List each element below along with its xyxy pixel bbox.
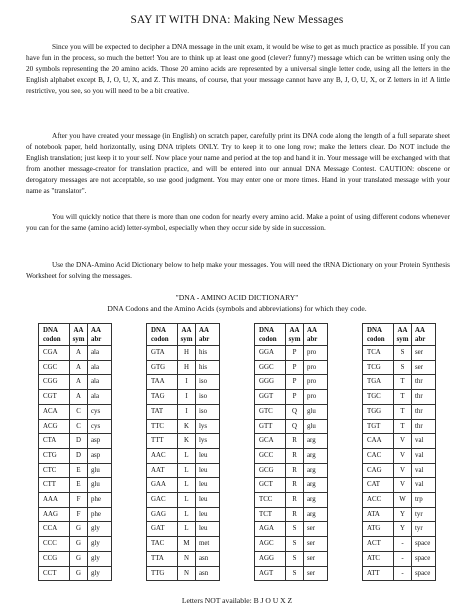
dna-codon-cell: CAT — [363, 478, 394, 493]
dna-codon-cell: GGG — [255, 375, 286, 390]
dna-codon-cell: ACC — [363, 493, 394, 508]
dna-codon-cell: AAC — [147, 448, 178, 463]
aa-sym-cell: H — [178, 360, 196, 375]
table-row — [363, 522, 436, 537]
table-row — [255, 346, 328, 361]
header-aa-sym: AA sym — [70, 324, 88, 346]
dictionary-title: "DNA - AMINO ACID DICTIONARY" — [175, 293, 299, 302]
dna-codon-cell: TAG — [147, 390, 178, 405]
header-aa-abr: AA abr — [196, 324, 220, 346]
table-row — [147, 478, 220, 493]
aa-abr-cell: asp — [88, 434, 112, 449]
table-row — [147, 463, 220, 478]
table-row — [363, 463, 436, 478]
dna-codon-cell: ATT — [363, 566, 394, 581]
table-row — [39, 448, 112, 463]
aa-sym-cell: Q — [286, 404, 304, 419]
aa-sym-cell: - — [394, 537, 412, 552]
aa-abr-cell: leu — [196, 522, 220, 537]
aa-abr-cell: asp — [88, 448, 112, 463]
aa-sym-cell: N — [178, 551, 196, 566]
header-dna-codon: DNA codon — [147, 324, 178, 346]
dna-codon-cell: GCC — [255, 448, 286, 463]
aa-sym-cell: F — [70, 493, 88, 508]
table-row — [147, 566, 220, 581]
aa-sym-cell: E — [70, 463, 88, 478]
aa-abr-cell: pro — [304, 375, 328, 390]
table-row — [39, 346, 112, 361]
dna-codon-cell: ACG — [39, 419, 70, 434]
aa-abr-cell: glu — [304, 419, 328, 434]
dna-codon-cell: AGA — [255, 522, 286, 537]
aa-abr-cell: ser — [304, 537, 328, 552]
aa-sym-cell: S — [394, 346, 412, 361]
aa-abr-cell: his — [196, 360, 220, 375]
aa-sym-cell: K — [178, 419, 196, 434]
table-row — [363, 360, 436, 375]
aa-abr-cell: glu — [304, 404, 328, 419]
aa-sym-cell: N — [178, 566, 196, 581]
aa-abr-cell: cys — [88, 419, 112, 434]
aa-abr-cell: met — [196, 537, 220, 552]
aa-abr-cell: pro — [304, 346, 328, 361]
aa-abr-cell: arg — [304, 463, 328, 478]
dna-codon-cell: TGC — [363, 390, 394, 405]
aa-sym-cell: V — [394, 478, 412, 493]
header-dna-codon: DNA codon — [39, 324, 70, 346]
table-row — [363, 346, 436, 361]
dna-codon-cell: TGA — [363, 375, 394, 390]
dna-codon-cell: CTT — [39, 478, 70, 493]
table-row — [363, 404, 436, 419]
aa-abr-cell: cys — [88, 404, 112, 419]
table-row — [255, 404, 328, 419]
aa-sym-cell: G — [70, 522, 88, 537]
aa-abr-cell: ala — [88, 390, 112, 405]
dna-codon-cell: CCG — [39, 551, 70, 566]
aa-abr-cell: gly — [88, 522, 112, 537]
aa-abr-cell: iso — [196, 404, 220, 419]
table-row — [363, 390, 436, 405]
dna-codon-cell: GCA — [255, 434, 286, 449]
dna-codon-cell: GTC — [255, 404, 286, 419]
intro-paragraph: Since you will be expected to decipher a DNA message in the unit exam, it would be wise to get as much practice as possible. If you can have fun in the process, so much the better! You are to think up at least one good (clever? funny?) message which can be written using only the 20 symbols representing the 20 amino acids. Those 20 amino acids are represented by a universal single letter code, using all the letters in the English alphabet except B, J, O, U, X, and Z. This means, of course, that your message cannot have any B, J, O, U, X, or Z letters in it! A little restrictive, you see, so you will need to be a bit creative. — [26, 43, 450, 95]
aa-sym-cell: R — [286, 493, 304, 508]
aa-abr-cell: pro — [304, 390, 328, 405]
aa-abr-cell: phe — [88, 507, 112, 522]
page-title: SAY IT WITH DNA: Making New Messages — [130, 14, 344, 26]
table-row — [39, 507, 112, 522]
table-row — [39, 463, 112, 478]
aa-abr-cell: val — [412, 478, 436, 493]
dna-codon-cell: TTG — [147, 566, 178, 581]
table-row — [255, 522, 328, 537]
aa-sym-cell: S — [286, 566, 304, 581]
table-row — [255, 537, 328, 552]
aa-sym-cell: I — [178, 390, 196, 405]
aa-abr-cell: arg — [304, 448, 328, 463]
aa-sym-cell: H — [178, 346, 196, 361]
aa-abr-cell: asn — [196, 566, 220, 581]
aa-sym-cell: G — [70, 537, 88, 552]
aa-abr-cell: space — [412, 537, 436, 552]
dna-codon-cell: GCG — [255, 463, 286, 478]
table-row — [255, 566, 328, 581]
codon-table-header-row — [255, 324, 328, 346]
aa-sym-cell: L — [178, 478, 196, 493]
aa-sym-cell: C — [70, 419, 88, 434]
dna-codon-cell: GTG — [147, 360, 178, 375]
aa-sym-cell: R — [286, 448, 304, 463]
aa-abr-cell: ser — [304, 566, 328, 581]
table-row — [147, 434, 220, 449]
dictionary-subtitle: DNA Codons and the Amino Acids (symbols and abbreviations) for which they code. — [107, 304, 367, 313]
aa-sym-cell: A — [70, 375, 88, 390]
header-aa-sym: AA sym — [394, 324, 412, 346]
dna-codon-cell: AAG — [39, 507, 70, 522]
aa-sym-cell: G — [70, 551, 88, 566]
table-row — [363, 566, 436, 581]
table-row — [39, 390, 112, 405]
aa-abr-cell: pro — [304, 360, 328, 375]
aa-sym-cell: L — [178, 507, 196, 522]
aa-abr-cell: arg — [304, 507, 328, 522]
aa-abr-cell: gly — [88, 537, 112, 552]
aa-abr-cell: gly — [88, 551, 112, 566]
aa-sym-cell: F — [70, 507, 88, 522]
aa-sym-cell: P — [286, 390, 304, 405]
table-row — [147, 522, 220, 537]
dna-codon-cell: AGG — [255, 551, 286, 566]
table-row — [39, 434, 112, 449]
dna-codon-cell: CTA — [39, 434, 70, 449]
table-row — [39, 493, 112, 508]
aa-sym-cell: T — [394, 375, 412, 390]
aa-sym-cell: I — [178, 404, 196, 419]
aa-abr-cell: leu — [196, 493, 220, 508]
table-row — [39, 551, 112, 566]
table-row — [363, 375, 436, 390]
dna-codon-cell: AGC — [255, 537, 286, 552]
aa-sym-cell: L — [178, 448, 196, 463]
aa-sym-cell: S — [286, 537, 304, 552]
aa-abr-cell: glu — [88, 463, 112, 478]
table-row — [39, 478, 112, 493]
table-row — [255, 478, 328, 493]
dna-codon-cell: CAA — [363, 434, 394, 449]
aa-abr-cell: phe — [88, 493, 112, 508]
table-row — [255, 507, 328, 522]
aa-abr-cell: space — [412, 566, 436, 581]
aa-sym-cell: Q — [286, 419, 304, 434]
codon-table — [38, 323, 112, 581]
aa-sym-cell: M — [178, 537, 196, 552]
table-row — [363, 419, 436, 434]
dna-codon-cell: CGA — [39, 346, 70, 361]
aa-sym-cell: A — [70, 346, 88, 361]
table-row — [147, 390, 220, 405]
codon-table-header-row — [147, 324, 220, 346]
aa-sym-cell: T — [394, 390, 412, 405]
aa-sym-cell: S — [394, 360, 412, 375]
dna-codon-cell: CAC — [363, 448, 394, 463]
table-row — [255, 448, 328, 463]
aa-abr-cell: lys — [196, 419, 220, 434]
codon-table — [254, 323, 328, 581]
table-row — [147, 448, 220, 463]
aa-abr-cell: his — [196, 346, 220, 361]
table-row — [147, 493, 220, 508]
instructions-paragraph: After you have created your message (in English) on scratch paper, carefully print its DNA code along the length of a full separate sheet of notebook paper, held horizontally, using DNA triplets ONLY. Try to keep it to one long row; make the letters clear. Do NOT include the English translation; just keep it to your self. Now place your name and period at the top and hand it in. Your message will be exchanged with that from another message-creator for translation practice, and will be entered into our annual DNA Message Contest. CAUTION: obscene or derogatory messages are not acceptable, so use good judgment. You may enter one or more times. Hand in your translated message with your name as "translator". — [26, 132, 450, 195]
aa-sym-cell: C — [70, 404, 88, 419]
dna-codon-cell: TCC — [255, 493, 286, 508]
aa-sym-cell: R — [286, 463, 304, 478]
dna-codon-cell: GGT — [255, 390, 286, 405]
aa-sym-cell: A — [70, 390, 88, 405]
codon-table-header-row — [39, 324, 112, 346]
dna-codon-cell: AAT — [147, 463, 178, 478]
table-row — [147, 551, 220, 566]
dna-codon-cell: ACA — [39, 404, 70, 419]
aa-sym-cell: K — [178, 434, 196, 449]
aa-abr-cell: arg — [304, 434, 328, 449]
dna-codon-cell: GAA — [147, 478, 178, 493]
aa-sym-cell: W — [394, 493, 412, 508]
aa-abr-cell: trp — [412, 493, 436, 508]
dna-codon-cell: GGA — [255, 346, 286, 361]
dna-codon-cell: CTG — [39, 448, 70, 463]
aa-abr-cell: val — [412, 448, 436, 463]
dna-codon-cell: GGC — [255, 360, 286, 375]
header-aa-abr: AA abr — [412, 324, 436, 346]
table-row — [39, 419, 112, 434]
aa-abr-cell: ser — [412, 360, 436, 375]
table-row — [363, 493, 436, 508]
table-row — [255, 360, 328, 375]
codon-tip-paragraph: You will quickly notice that there is more than one codon for nearly every amino acid. Make a point of using different codons whenever you can for the same (amino acid) letter-symbol, especially when they occur side by side in succession. — [26, 213, 450, 232]
aa-abr-cell: arg — [304, 478, 328, 493]
table-row — [39, 375, 112, 390]
table-row — [147, 346, 220, 361]
aa-abr-cell: tyr — [412, 507, 436, 522]
codon-table-header-row — [363, 324, 436, 346]
header-dna-codon: DNA codon — [255, 324, 286, 346]
aa-abr-cell: ala — [88, 375, 112, 390]
aa-abr-cell: thr — [412, 375, 436, 390]
aa-sym-cell: R — [286, 478, 304, 493]
dna-codon-cell: TTC — [147, 419, 178, 434]
aa-sym-cell: D — [70, 434, 88, 449]
dna-codon-cell: ATA — [363, 507, 394, 522]
header-aa-abr: AA abr — [304, 324, 328, 346]
header-aa-abr: AA abr — [88, 324, 112, 346]
aa-abr-cell: tyr — [412, 522, 436, 537]
aa-abr-cell: arg — [304, 493, 328, 508]
table-row — [255, 551, 328, 566]
dna-codon-cell: GTA — [147, 346, 178, 361]
aa-sym-cell: V — [394, 448, 412, 463]
aa-abr-cell: ser — [304, 551, 328, 566]
aa-sym-cell: G — [70, 566, 88, 581]
aa-abr-cell: ala — [88, 360, 112, 375]
table-row — [39, 566, 112, 581]
table-row — [363, 478, 436, 493]
aa-abr-cell: thr — [412, 404, 436, 419]
header-aa-sym: AA sym — [286, 324, 304, 346]
table-row — [255, 419, 328, 434]
aa-abr-cell: lys — [196, 434, 220, 449]
dna-codon-cell: CCA — [39, 522, 70, 537]
table-row — [363, 448, 436, 463]
dna-codon-cell: CGT — [39, 390, 70, 405]
table-row — [39, 404, 112, 419]
aa-abr-cell: leu — [196, 448, 220, 463]
aa-sym-cell: P — [286, 375, 304, 390]
dna-codon-cell: TTT — [147, 434, 178, 449]
aa-sym-cell: R — [286, 434, 304, 449]
aa-abr-cell: iso — [196, 375, 220, 390]
dna-codon-cell: AGT — [255, 566, 286, 581]
dna-codon-cell: TCT — [255, 507, 286, 522]
aa-sym-cell: L — [178, 493, 196, 508]
dna-codon-cell: CGG — [39, 375, 70, 390]
dna-codon-cell: AAA — [39, 493, 70, 508]
aa-sym-cell: Y — [394, 522, 412, 537]
aa-sym-cell: S — [286, 522, 304, 537]
dna-codon-cell: CCT — [39, 566, 70, 581]
table-row — [147, 360, 220, 375]
aa-sym-cell: I — [178, 375, 196, 390]
aa-sym-cell: R — [286, 507, 304, 522]
dna-codon-cell: GCT — [255, 478, 286, 493]
table-row — [363, 551, 436, 566]
dna-codon-cell: GTT — [255, 419, 286, 434]
dna-codon-cell: ATC — [363, 551, 394, 566]
table-row — [363, 537, 436, 552]
table-row — [255, 493, 328, 508]
dna-codon-cell: TAT — [147, 404, 178, 419]
aa-sym-cell: V — [394, 463, 412, 478]
aa-abr-cell: iso — [196, 390, 220, 405]
table-row — [147, 537, 220, 552]
table-row — [255, 434, 328, 449]
aa-sym-cell: Y — [394, 507, 412, 522]
aa-abr-cell: ala — [88, 346, 112, 361]
aa-sym-cell: V — [394, 434, 412, 449]
header-dna-codon: DNA codon — [363, 324, 394, 346]
aa-abr-cell: gly — [88, 566, 112, 581]
dna-codon-cell: CCC — [39, 537, 70, 552]
table-row — [39, 522, 112, 537]
aa-abr-cell: leu — [196, 478, 220, 493]
aa-abr-cell: space — [412, 551, 436, 566]
dna-codon-cell: ACT — [363, 537, 394, 552]
unavailable-letters-note: Letters NOT available: B J O U X Z — [181, 596, 293, 605]
aa-abr-cell: leu — [196, 507, 220, 522]
table-row — [255, 390, 328, 405]
aa-sym-cell: L — [178, 463, 196, 478]
aa-sym-cell: L — [178, 522, 196, 537]
table-row — [147, 419, 220, 434]
aa-abr-cell: leu — [196, 463, 220, 478]
aa-sym-cell: T — [394, 419, 412, 434]
dna-codon-cell: TCG — [363, 360, 394, 375]
codon-table — [146, 323, 220, 581]
table-row — [363, 434, 436, 449]
header-aa-sym: AA sym — [178, 324, 196, 346]
dna-codon-cell: TTA — [147, 551, 178, 566]
dna-codon-cell: GAT — [147, 522, 178, 537]
aa-sym-cell: A — [70, 360, 88, 375]
dna-codon-cell: GAC — [147, 493, 178, 508]
table-row — [39, 537, 112, 552]
dna-codon-cell: GAG — [147, 507, 178, 522]
dna-codon-cell: TCA — [363, 346, 394, 361]
table-row — [255, 375, 328, 390]
table-row — [147, 404, 220, 419]
dictionary-usage-paragraph: Use the DNA-Amino Acid Dictionary below to help make your messages. You will need the tRNA Dictionary on your Protein Synthesis Worksheet for solving the messages. — [26, 261, 450, 280]
aa-sym-cell: - — [394, 551, 412, 566]
dna-codon-cell: TAC — [147, 537, 178, 552]
aa-sym-cell: S — [286, 551, 304, 566]
table-row — [39, 360, 112, 375]
dna-codon-cell: CTC — [39, 463, 70, 478]
aa-sym-cell: - — [394, 566, 412, 581]
table-row — [147, 375, 220, 390]
aa-abr-cell: asn — [196, 551, 220, 566]
dna-codon-cell: ATG — [363, 522, 394, 537]
table-row — [363, 507, 436, 522]
dna-codon-cell: CAG — [363, 463, 394, 478]
aa-abr-cell: thr — [412, 419, 436, 434]
aa-sym-cell: P — [286, 360, 304, 375]
aa-sym-cell: T — [394, 404, 412, 419]
table-row — [147, 507, 220, 522]
dna-codon-cell: TGG — [363, 404, 394, 419]
aa-abr-cell: val — [412, 434, 436, 449]
codon-table — [362, 323, 436, 581]
aa-abr-cell: ser — [412, 346, 436, 361]
dna-codon-cell: TAA — [147, 375, 178, 390]
aa-sym-cell: E — [70, 478, 88, 493]
dna-codon-cell: CGC — [39, 360, 70, 375]
table-row — [255, 463, 328, 478]
aa-sym-cell: D — [70, 448, 88, 463]
aa-abr-cell: ser — [304, 522, 328, 537]
aa-abr-cell: thr — [412, 390, 436, 405]
aa-sym-cell: P — [286, 346, 304, 361]
dna-codon-cell: TGT — [363, 419, 394, 434]
aa-abr-cell: glu — [88, 478, 112, 493]
aa-abr-cell: val — [412, 463, 436, 478]
